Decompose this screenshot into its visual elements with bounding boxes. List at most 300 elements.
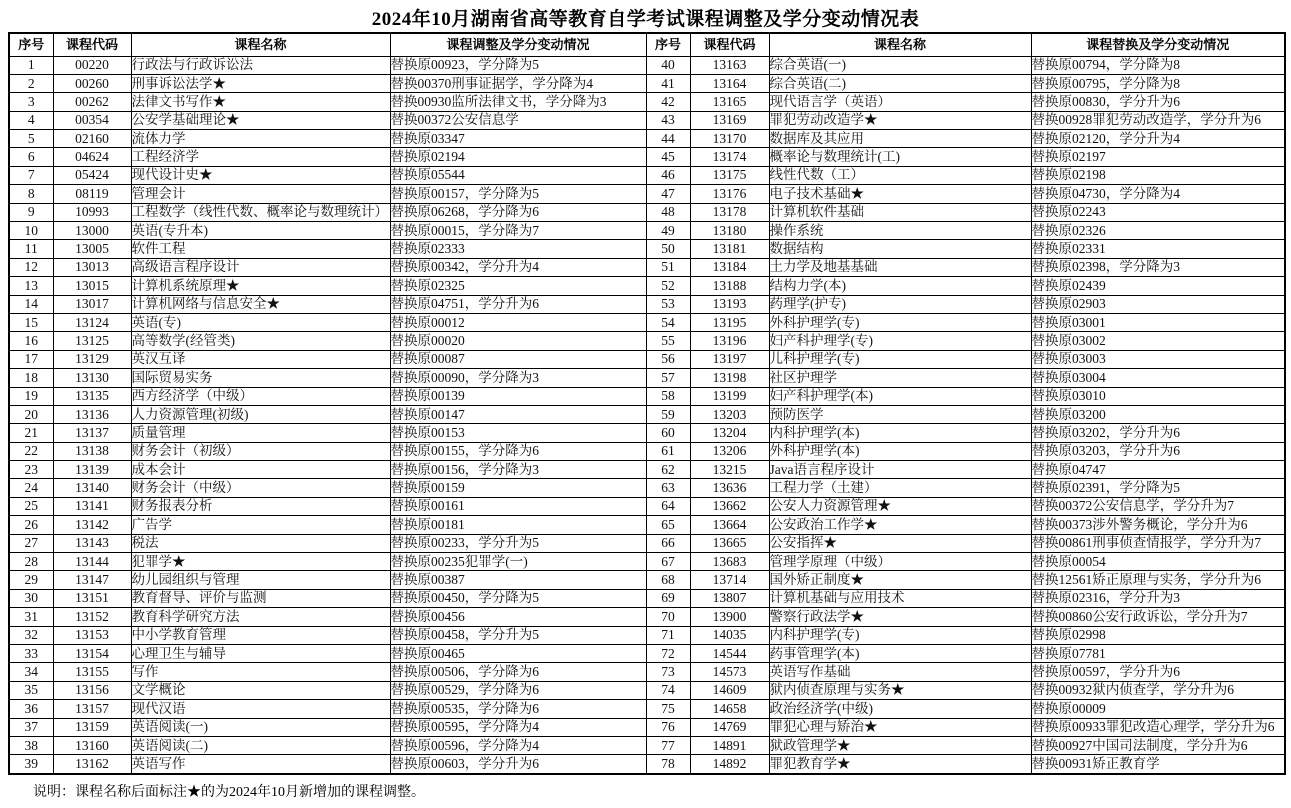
code-cell: 14769 <box>690 718 769 736</box>
change-cell: 替换原07781 <box>1031 645 1285 663</box>
table-row <box>9 313 1285 331</box>
code-cell: 13163 <box>690 56 769 74</box>
name-cell: 西方经济学（中级） <box>131 387 390 405</box>
name-cell: 公安人力资源管理★ <box>769 497 1031 515</box>
change-cell: 替换原00087 <box>390 350 646 368</box>
name-cell: 法律文书写作★ <box>131 93 390 111</box>
change-cell: 替换原00933罪犯改造心理学，学分升为6 <box>1031 718 1285 736</box>
code-cell: 13198 <box>690 369 769 387</box>
code-cell: 13124 <box>53 313 131 331</box>
name-cell: Java语言程序设计 <box>769 461 1031 479</box>
seq-cell: 56 <box>646 350 690 368</box>
table-row <box>9 700 1285 718</box>
name-cell: 工程力学（土建） <box>769 479 1031 497</box>
change-cell: 替换原00156，学分降为3 <box>390 461 646 479</box>
table-footnote: 说明：课程名称后面标注★的为2024年10月新增加的课程调整。 <box>33 785 425 800</box>
table-row <box>9 553 1285 571</box>
seq-cell: 61 <box>646 442 690 460</box>
name-cell: 外科护理学(专) <box>769 313 1031 331</box>
change-cell: 替换原00009 <box>1031 700 1285 718</box>
table-row <box>9 295 1285 313</box>
header-name-left: 课程名称 <box>131 33 390 56</box>
table-row <box>9 350 1285 368</box>
change-cell: 替换原00020 <box>390 332 646 350</box>
change-cell: 替换00370刑事证据学，学分降为4 <box>390 74 646 92</box>
code-cell: 00220 <box>53 56 131 74</box>
change-cell: 替换原02194 <box>390 148 646 166</box>
name-cell: 中小学教育管理 <box>131 626 390 644</box>
seq-cell: 45 <box>646 148 690 166</box>
name-cell: 公安指挥★ <box>769 534 1031 552</box>
change-cell: 替换原02120，学分升为4 <box>1031 130 1285 148</box>
code-cell: 13199 <box>690 387 769 405</box>
name-cell: 电子技术基础★ <box>769 185 1031 203</box>
table-row <box>9 74 1285 92</box>
change-cell: 替换原00529，学分降为6 <box>390 681 646 699</box>
name-cell: 数据库及其应用 <box>769 130 1031 148</box>
seq-cell: 76 <box>646 718 690 736</box>
table-row <box>9 369 1285 387</box>
code-cell: 13139 <box>53 461 131 479</box>
code-cell: 13714 <box>690 571 769 589</box>
change-cell: 替换00931矫正教育学 <box>1031 755 1285 774</box>
name-cell: 综合英语(二) <box>769 74 1031 92</box>
name-cell: 狱政管理学★ <box>769 736 1031 754</box>
name-cell: 计算机基础与应用技术 <box>769 589 1031 607</box>
code-cell: 13180 <box>690 222 769 240</box>
change-cell: 替换原04730，学分降为4 <box>1031 185 1285 203</box>
code-cell: 14573 <box>690 663 769 681</box>
change-cell: 替换原00387 <box>390 571 646 589</box>
change-cell: 替换原00830，学分升为6 <box>1031 93 1285 111</box>
code-cell: 13136 <box>53 405 131 423</box>
name-cell: 现代设计史★ <box>131 166 390 184</box>
seq-cell: 58 <box>646 387 690 405</box>
change-cell: 替换原03001 <box>1031 313 1285 331</box>
code-cell: 13129 <box>53 350 131 368</box>
seq-cell: 34 <box>9 663 53 681</box>
change-cell: 替换原04747 <box>1031 461 1285 479</box>
change-cell: 替换原00597，学分升为6 <box>1031 663 1285 681</box>
change-cell: 替换00373涉外警务概论，学分升为6 <box>1031 516 1285 534</box>
seq-cell: 30 <box>9 589 53 607</box>
table-row <box>9 148 1285 166</box>
code-cell: 13152 <box>53 608 131 626</box>
change-cell: 替换00932狱内侦查学，学分升为6 <box>1031 681 1285 699</box>
seq-cell: 19 <box>9 387 53 405</box>
change-cell: 替换原02398，学分降为3 <box>1031 258 1285 276</box>
change-cell: 替换原00458，学分升为5 <box>390 626 646 644</box>
code-cell: 13197 <box>690 350 769 368</box>
change-cell: 替换原02197 <box>1031 148 1285 166</box>
table-row <box>9 589 1285 607</box>
name-cell: 计算机软件基础 <box>769 203 1031 221</box>
change-cell: 替换原04751，学分升为6 <box>390 295 646 313</box>
table-row <box>9 277 1285 295</box>
change-cell: 替换原00596，学分降为4 <box>390 736 646 754</box>
seq-cell: 9 <box>9 203 53 221</box>
seq-cell: 4 <box>9 111 53 129</box>
seq-cell: 17 <box>9 350 53 368</box>
seq-cell: 73 <box>646 663 690 681</box>
code-cell: 13157 <box>53 700 131 718</box>
name-cell: 管理学原理（中级） <box>769 553 1031 571</box>
seq-cell: 16 <box>9 332 53 350</box>
change-cell: 替换原02903 <box>1031 295 1285 313</box>
change-cell: 替换原00342，学分升为4 <box>390 258 646 276</box>
name-cell: 土力学及地基基础 <box>769 258 1031 276</box>
code-cell: 13196 <box>690 332 769 350</box>
code-cell: 13176 <box>690 185 769 203</box>
change-cell: 替换原03002 <box>1031 332 1285 350</box>
change-cell: 替换原03003 <box>1031 350 1285 368</box>
name-cell: 质量管理 <box>131 424 390 442</box>
table-row <box>9 626 1285 644</box>
seq-cell: 59 <box>646 405 690 423</box>
table-row <box>9 130 1285 148</box>
change-cell: 替换原03347 <box>390 130 646 148</box>
change-cell: 替换原00012 <box>390 313 646 331</box>
seq-cell: 37 <box>9 718 53 736</box>
change-cell: 替换原00054 <box>1031 553 1285 571</box>
seq-cell: 28 <box>9 553 53 571</box>
seq-cell: 74 <box>646 681 690 699</box>
seq-cell: 69 <box>646 589 690 607</box>
header-change-left: 课程调整及学分变动情况 <box>390 33 646 56</box>
name-cell: 社区护理学 <box>769 369 1031 387</box>
name-cell: 公安政治工作学★ <box>769 516 1031 534</box>
seq-cell: 63 <box>646 479 690 497</box>
code-cell: 13807 <box>690 589 769 607</box>
table-row <box>9 405 1285 423</box>
table-row <box>9 166 1285 184</box>
table-row <box>9 442 1285 460</box>
seq-cell: 2 <box>9 74 53 92</box>
name-cell: 罪犯心理与矫治★ <box>769 718 1031 736</box>
seq-cell: 7 <box>9 166 53 184</box>
change-cell: 替换原00794，学分降为8 <box>1031 56 1285 74</box>
name-cell: 人力资源管理(初级) <box>131 405 390 423</box>
change-cell: 替换原00090，学分降为3 <box>390 369 646 387</box>
code-cell: 13636 <box>690 479 769 497</box>
name-cell: 操作系统 <box>769 222 1031 240</box>
name-cell: 英语阅读(一) <box>131 718 390 736</box>
table-row <box>9 56 1285 74</box>
seq-cell: 38 <box>9 736 53 754</box>
code-cell: 13206 <box>690 442 769 460</box>
name-cell: 软件工程 <box>131 240 390 258</box>
seq-cell: 55 <box>646 332 690 350</box>
change-cell: 替换原02333 <box>390 240 646 258</box>
name-cell: 药事管理学(本) <box>769 645 1031 663</box>
name-cell: 综合英语(一) <box>769 56 1031 74</box>
name-cell: 数据结构 <box>769 240 1031 258</box>
name-cell: 政治经济学(中级) <box>769 700 1031 718</box>
name-cell: 税法 <box>131 534 390 552</box>
seq-cell: 50 <box>646 240 690 258</box>
change-cell: 替换00372公安信息学 <box>390 111 646 129</box>
change-cell: 替换00861刑事侦查情报学，学分升为7 <box>1031 534 1285 552</box>
change-cell: 替换原03004 <box>1031 369 1285 387</box>
seq-cell: 47 <box>646 185 690 203</box>
name-cell: 心理卫生与辅导 <box>131 645 390 663</box>
code-cell: 13147 <box>53 571 131 589</box>
code-cell: 13160 <box>53 736 131 754</box>
code-cell: 13155 <box>53 663 131 681</box>
change-cell: 替换原00181 <box>390 516 646 534</box>
seq-cell: 77 <box>646 736 690 754</box>
name-cell: 结构力学(本) <box>769 277 1031 295</box>
change-cell: 替换原03202，学分升为6 <box>1031 424 1285 442</box>
code-cell: 13137 <box>53 424 131 442</box>
code-cell: 14544 <box>690 645 769 663</box>
seq-cell: 24 <box>9 479 53 497</box>
change-cell: 替换00928罪犯劳动改造学，学分升为6 <box>1031 111 1285 129</box>
change-cell: 替换原02439 <box>1031 277 1285 295</box>
seq-cell: 44 <box>646 130 690 148</box>
seq-cell: 49 <box>646 222 690 240</box>
change-cell: 替换原00159 <box>390 479 646 497</box>
name-cell: 英语(专) <box>131 313 390 331</box>
seq-cell: 27 <box>9 534 53 552</box>
change-cell: 替换00860公安行政诉讼，学分升为7 <box>1031 608 1285 626</box>
seq-cell: 6 <box>9 148 53 166</box>
table-row <box>9 736 1285 754</box>
seq-cell: 75 <box>646 700 690 718</box>
name-cell: 写作 <box>131 663 390 681</box>
seq-cell: 5 <box>9 130 53 148</box>
table-row <box>9 185 1285 203</box>
name-cell: 财务会计（中级） <box>131 479 390 497</box>
change-cell: 替换原02391，学分降为5 <box>1031 479 1285 497</box>
name-cell: 幼儿园组织与管理 <box>131 571 390 589</box>
table-header <box>9 33 1285 56</box>
code-cell: 13015 <box>53 277 131 295</box>
seq-cell: 23 <box>9 461 53 479</box>
header-change-right: 课程替换及学分变动情况 <box>1031 33 1285 56</box>
table-row <box>9 645 1285 663</box>
change-cell: 替换原00233，学分升为5 <box>390 534 646 552</box>
seq-cell: 18 <box>9 369 53 387</box>
code-cell: 13215 <box>690 461 769 479</box>
seq-cell: 31 <box>9 608 53 626</box>
code-cell: 13156 <box>53 681 131 699</box>
code-cell: 13151 <box>53 589 131 607</box>
seq-cell: 71 <box>646 626 690 644</box>
table-row <box>9 240 1285 258</box>
table-row <box>9 681 1285 699</box>
seq-cell: 3 <box>9 93 53 111</box>
name-cell: 高级语言程序设计 <box>131 258 390 276</box>
seq-cell: 13 <box>9 277 53 295</box>
change-cell: 替换原00139 <box>390 387 646 405</box>
code-cell: 13193 <box>690 295 769 313</box>
change-cell: 替换原00450，学分降为5 <box>390 589 646 607</box>
code-cell: 13900 <box>690 608 769 626</box>
header-name-right: 课程名称 <box>769 33 1031 56</box>
table-row <box>9 424 1285 442</box>
table-row <box>9 755 1285 774</box>
table-row <box>9 534 1285 552</box>
code-cell: 14035 <box>690 626 769 644</box>
change-cell: 替换原00235犯罪学(一) <box>390 553 646 571</box>
name-cell: 文学概论 <box>131 681 390 699</box>
table-row <box>9 718 1285 736</box>
code-cell: 13153 <box>53 626 131 644</box>
code-cell: 13174 <box>690 148 769 166</box>
seq-cell: 53 <box>646 295 690 313</box>
code-cell: 14892 <box>690 755 769 774</box>
change-cell: 替换原00015，学分降为7 <box>390 222 646 240</box>
code-cell: 13165 <box>690 93 769 111</box>
code-cell: 13141 <box>53 497 131 515</box>
change-cell: 替换12561矫正原理与实务，学分升为6 <box>1031 571 1285 589</box>
name-cell: 狱内侦查原理与实务★ <box>769 681 1031 699</box>
seq-cell: 65 <box>646 516 690 534</box>
change-cell: 替换原00157，学分降为5 <box>390 185 646 203</box>
seq-cell: 10 <box>9 222 53 240</box>
seq-cell: 66 <box>646 534 690 552</box>
seq-cell: 32 <box>9 626 53 644</box>
change-cell: 替换原00465 <box>390 645 646 663</box>
code-cell: 13203 <box>690 405 769 423</box>
name-cell: 行政法与行政诉讼法 <box>131 56 390 74</box>
seq-cell: 26 <box>9 516 53 534</box>
table-row <box>9 497 1285 515</box>
table-row <box>9 663 1285 681</box>
code-cell: 13175 <box>690 166 769 184</box>
name-cell: 工程数学（线性代数、概率论与数理统计） <box>131 203 390 221</box>
code-cell: 13665 <box>690 534 769 552</box>
change-cell: 替换原00595，学分降为4 <box>390 718 646 736</box>
code-cell: 13195 <box>690 313 769 331</box>
code-cell: 13138 <box>53 442 131 460</box>
code-cell: 13143 <box>53 534 131 552</box>
table-row <box>9 93 1285 111</box>
name-cell: 英语(专升本) <box>131 222 390 240</box>
code-cell: 14609 <box>690 681 769 699</box>
seq-cell: 33 <box>9 645 53 663</box>
code-cell: 00262 <box>53 93 131 111</box>
seq-cell: 8 <box>9 185 53 203</box>
name-cell: 内科护理学(专) <box>769 626 1031 644</box>
seq-cell: 57 <box>646 369 690 387</box>
code-cell: 13170 <box>690 130 769 148</box>
name-cell: 财务报表分析 <box>131 497 390 515</box>
change-cell: 替换原00161 <box>390 497 646 515</box>
change-cell: 替换原00603，学分升为6 <box>390 755 646 774</box>
seq-cell: 29 <box>9 571 53 589</box>
seq-cell: 20 <box>9 405 53 423</box>
seq-cell: 52 <box>646 277 690 295</box>
name-cell: 妇产科护理学(本) <box>769 387 1031 405</box>
name-cell: 财务会计（初级） <box>131 442 390 460</box>
seq-cell: 11 <box>9 240 53 258</box>
name-cell: 药理学(护专) <box>769 295 1031 313</box>
code-cell: 13184 <box>690 258 769 276</box>
seq-cell: 51 <box>646 258 690 276</box>
change-cell: 替换原03203，学分升为6 <box>1031 442 1285 460</box>
name-cell: 国际贸易实务 <box>131 369 390 387</box>
table-row <box>9 258 1285 276</box>
table-row <box>9 203 1285 221</box>
course-adjustment-table <box>8 32 1286 775</box>
seq-cell: 14 <box>9 295 53 313</box>
name-cell: 现代汉语 <box>131 700 390 718</box>
name-cell: 预防医学 <box>769 405 1031 423</box>
code-cell: 13135 <box>53 387 131 405</box>
seq-cell: 78 <box>646 755 690 774</box>
seq-cell: 42 <box>646 93 690 111</box>
change-cell: 替换原00456 <box>390 608 646 626</box>
name-cell: 计算机系统原理★ <box>131 277 390 295</box>
code-cell: 13000 <box>53 222 131 240</box>
name-cell: 概率论与数理统计(工) <box>769 148 1031 166</box>
change-cell: 替换原00506，学分降为6 <box>390 663 646 681</box>
change-cell: 替换原03200 <box>1031 405 1285 423</box>
change-cell: 替换原03010 <box>1031 387 1285 405</box>
seq-cell: 48 <box>646 203 690 221</box>
name-cell: 教育科学研究方法 <box>131 608 390 626</box>
name-cell: 罪犯劳动改造学★ <box>769 111 1031 129</box>
name-cell: 警察行政法学★ <box>769 608 1031 626</box>
change-cell: 替换原00153 <box>390 424 646 442</box>
name-cell: 管理会计 <box>131 185 390 203</box>
table-row <box>9 332 1285 350</box>
change-cell: 替换00372公安信息学，学分升为7 <box>1031 497 1285 515</box>
name-cell: 国外矫正制度★ <box>769 571 1031 589</box>
code-cell: 05424 <box>53 166 131 184</box>
name-cell: 高等数学(经管类) <box>131 332 390 350</box>
seq-cell: 35 <box>9 681 53 699</box>
table-row <box>9 111 1285 129</box>
code-cell: 13142 <box>53 516 131 534</box>
code-cell: 13005 <box>53 240 131 258</box>
code-cell: 14658 <box>690 700 769 718</box>
name-cell: 流体力学 <box>131 130 390 148</box>
name-cell: 内科护理学(本) <box>769 424 1031 442</box>
name-cell: 刑事诉讼法学★ <box>131 74 390 92</box>
code-cell: 13169 <box>690 111 769 129</box>
seq-cell: 1 <box>9 56 53 74</box>
name-cell: 教育督导、评价与监测 <box>131 589 390 607</box>
table-row <box>9 461 1285 479</box>
change-cell: 替换00927中国司法制度，学分升为6 <box>1031 736 1285 754</box>
seq-cell: 72 <box>646 645 690 663</box>
code-cell: 13144 <box>53 553 131 571</box>
name-cell: 计算机网络与信息安全★ <box>131 295 390 313</box>
header-seq-left: 序号 <box>9 33 53 56</box>
code-cell: 13140 <box>53 479 131 497</box>
seq-cell: 67 <box>646 553 690 571</box>
change-cell: 替换原06268，学分降为6 <box>390 203 646 221</box>
seq-cell: 60 <box>646 424 690 442</box>
code-cell: 13178 <box>690 203 769 221</box>
code-cell: 13154 <box>53 645 131 663</box>
code-cell: 13013 <box>53 258 131 276</box>
table-row <box>9 479 1285 497</box>
change-cell: 替换原02325 <box>390 277 646 295</box>
name-cell: 现代语言学（英语） <box>769 93 1031 111</box>
name-cell: 成本会计 <box>131 461 390 479</box>
code-cell: 13159 <box>53 718 131 736</box>
name-cell: 公安学基础理论★ <box>131 111 390 129</box>
seq-cell: 25 <box>9 497 53 515</box>
code-cell: 00260 <box>53 74 131 92</box>
seq-cell: 62 <box>646 461 690 479</box>
change-cell: 替换原05544 <box>390 166 646 184</box>
code-cell: 13683 <box>690 553 769 571</box>
